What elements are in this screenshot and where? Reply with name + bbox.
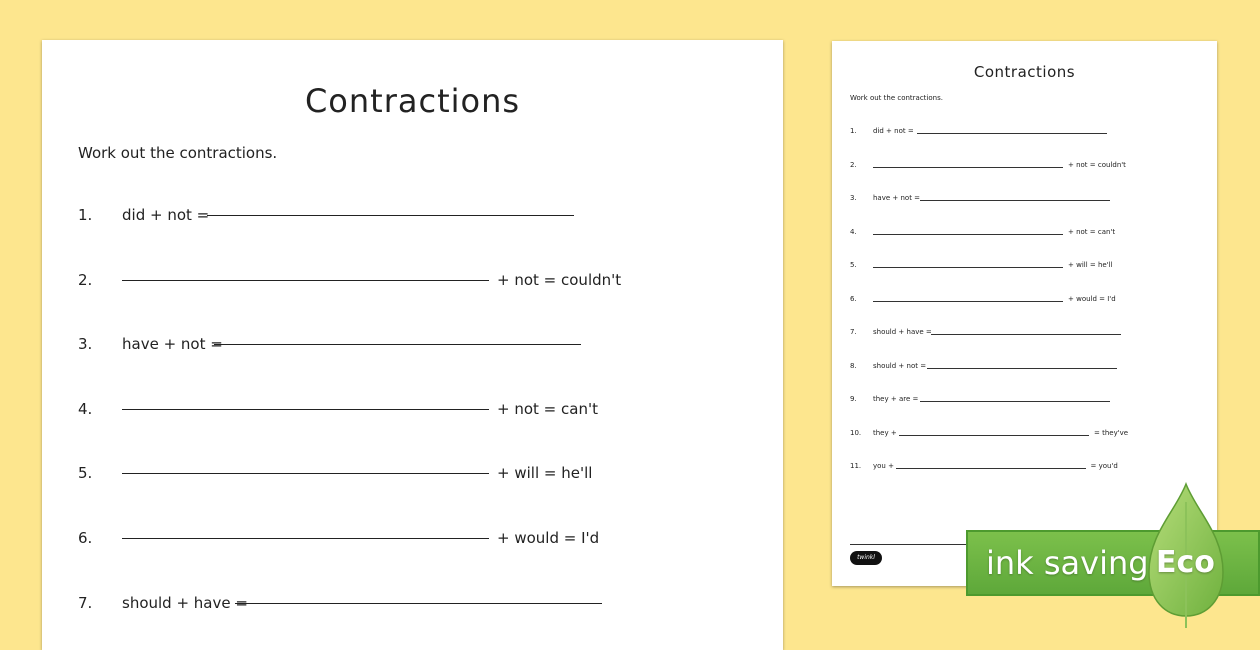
question-number: 7. [850,328,857,336]
question-number: 4. [850,227,857,236]
answer-line[interactable] [920,401,1110,402]
question-number: 11. [850,462,862,470]
question-number: 5. [78,464,93,483]
question-prefix: did + not = [122,206,210,224]
question-suffix: + not = couldn't [497,270,622,289]
question-number: 2. [78,270,93,289]
answer-line[interactable] [122,280,489,281]
answer-line[interactable] [207,215,574,216]
question-number: 6. [78,529,93,547]
question-number: 5. [850,261,857,269]
question-number: 1. [78,206,93,224]
answer-line[interactable] [235,603,602,604]
footer-line [850,544,980,545]
answer-line[interactable] [927,368,1117,369]
question-number: 9. [850,395,857,403]
question-suffix: + not = can't [1068,227,1116,236]
question-suffix: + will = he'll [497,464,593,483]
question-number: 2. [850,160,857,169]
answer-line[interactable] [873,301,1063,302]
answer-line[interactable] [931,334,1121,335]
answer-line[interactable] [122,538,489,539]
answer-line[interactable] [122,473,489,474]
answer-line[interactable] [920,200,1110,201]
question-number: 3. [850,194,857,202]
question-prefix: have + not = [873,194,921,202]
question-prefix: have + not = [122,335,223,354]
question-prefix: they + [873,428,897,437]
question-suffix: = they've [1094,428,1129,437]
question-number: 7. [78,593,93,612]
question-suffix: + would = I'd [1068,294,1116,303]
question-prefix: you + [873,462,894,470]
eco-label: Eco [1156,545,1215,580]
question-prefix: should + have = [122,593,248,612]
ink-saving-label: ink saving [986,544,1149,582]
question-suffix: + would = I'd [497,529,600,547]
answer-line[interactable] [896,468,1086,469]
answer-line[interactable] [214,344,581,345]
answer-line[interactable] [917,133,1107,134]
question-number: 3. [78,335,93,354]
answer-line[interactable] [873,267,1063,268]
answer-line[interactable] [873,234,1063,235]
question-suffix: = you'd [1090,462,1118,470]
answer-line[interactable] [899,435,1089,436]
question-number: 1. [850,127,857,135]
question-prefix: did + not = [873,127,914,135]
instruction-text-small: Work out the contractions. [850,94,943,102]
page-title-small: Contractions [973,63,1076,81]
question-suffix: + not = can't [497,399,598,418]
question-prefix: should + have = [873,328,932,336]
question-number: 6. [850,294,857,303]
question-number: 10. [850,428,862,437]
question-suffix: + will = he'll [1068,261,1113,269]
answer-line[interactable] [122,409,489,410]
answer-line[interactable] [873,167,1063,168]
instruction-text: Work out the contractions. [78,144,278,162]
question-prefix: they + are = [873,395,919,403]
question-suffix: + not = couldn't [1068,160,1126,169]
page-title: Contractions [304,82,521,120]
worksheet-preview-large [42,40,783,650]
twinkl-logo: twinkl [850,551,882,565]
question-number: 4. [78,399,93,418]
question-number: 8. [850,361,857,370]
question-prefix: should + not = [873,361,927,370]
